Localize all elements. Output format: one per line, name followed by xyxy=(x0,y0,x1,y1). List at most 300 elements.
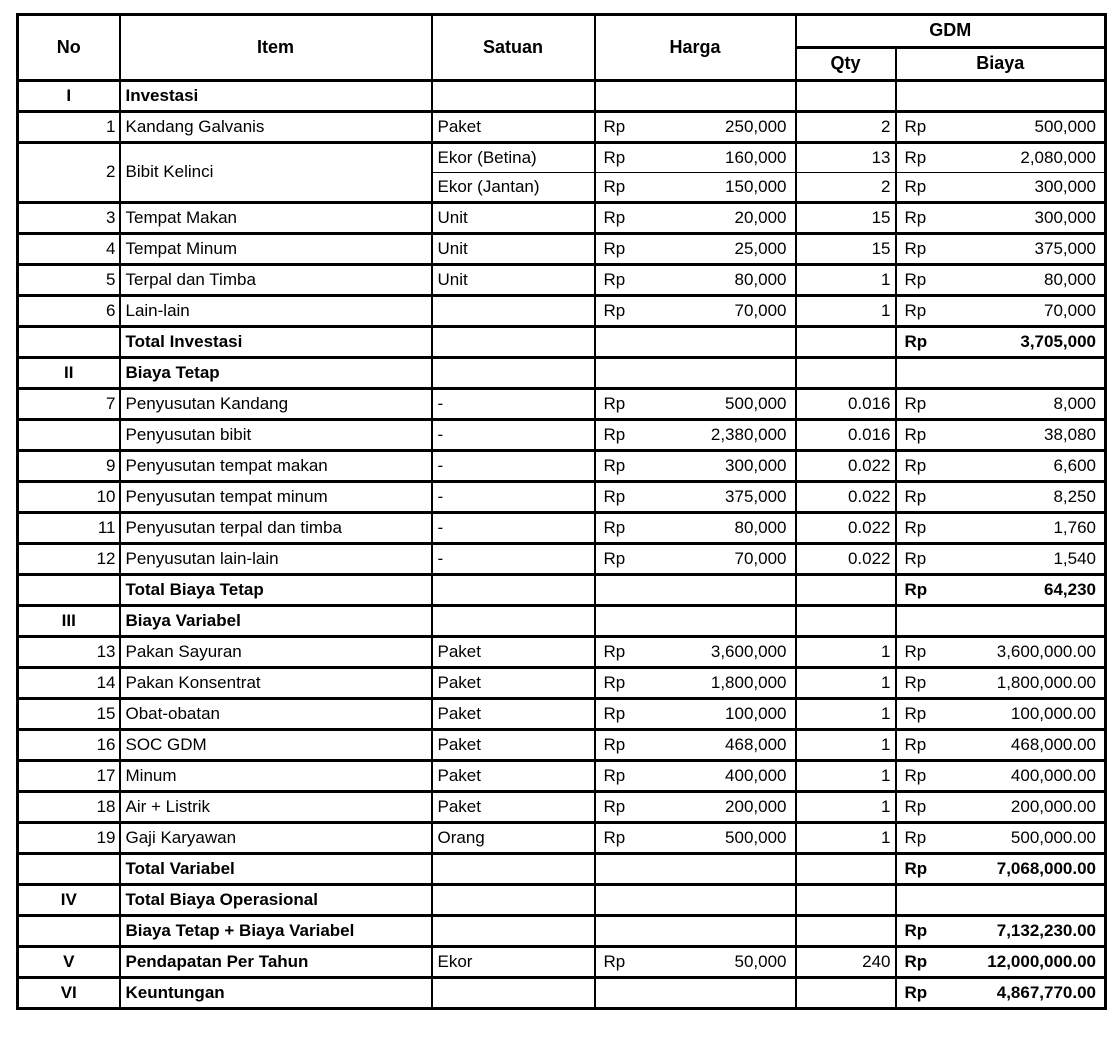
cell-biaya xyxy=(896,885,1106,916)
cell-harga xyxy=(595,792,796,823)
currency-label: Rp xyxy=(904,672,927,692)
cell-no: 5 xyxy=(18,265,120,296)
cell-satuan: - xyxy=(432,482,595,513)
cell-harga xyxy=(595,81,796,112)
cell-qty xyxy=(796,606,896,637)
table-row xyxy=(18,81,1106,112)
cell-item: Air + Listrik xyxy=(120,792,432,823)
cell-satuan xyxy=(432,854,595,885)
cell-biaya xyxy=(896,637,1106,668)
cell-harga xyxy=(595,606,796,637)
table-row xyxy=(18,885,1106,916)
cell-item: Obat-obatan xyxy=(120,699,432,730)
cell-qty: 1 xyxy=(796,823,896,854)
cell-item: SOC GDM xyxy=(120,730,432,761)
amount: 64,230 xyxy=(1044,579,1096,599)
table-body xyxy=(18,81,1106,1009)
cell-harga xyxy=(595,112,796,143)
cell-qty xyxy=(796,575,896,606)
cell-biaya xyxy=(896,420,1106,451)
cell-harga xyxy=(595,916,796,947)
amount: 150,000 xyxy=(725,176,787,196)
col-header-biaya: Biaya xyxy=(896,48,1106,81)
cell-no: 7 xyxy=(18,389,120,420)
currency-label: Rp xyxy=(904,734,927,754)
amount: 8,000 xyxy=(1053,393,1096,413)
currency-label: Rp xyxy=(904,951,928,971)
cell-harga xyxy=(595,947,796,978)
currency-label: Rp xyxy=(603,517,626,537)
cell-biaya xyxy=(896,327,1106,358)
cell-no: III xyxy=(18,606,120,637)
cell-biaya xyxy=(896,916,1106,947)
table-row xyxy=(18,451,1106,482)
currency-label: Rp xyxy=(904,176,927,196)
table-row xyxy=(18,327,1106,358)
amount: 3,600,000 xyxy=(710,641,787,661)
amount: 375,000 xyxy=(725,486,787,506)
cell-item: Total Biaya Tetap xyxy=(120,575,432,606)
cell-qty: 1 xyxy=(796,637,896,668)
table-row xyxy=(18,978,1106,1009)
cell-qty xyxy=(796,358,896,389)
currency-label: Rp xyxy=(603,796,626,816)
amount: 50,000 xyxy=(734,951,787,971)
cell-biaya xyxy=(896,203,1106,234)
cell-no: 12 xyxy=(18,544,120,575)
currency-label: Rp xyxy=(603,486,626,506)
cell-no xyxy=(18,420,120,451)
cell-satuan xyxy=(432,885,595,916)
cell-satuan: - xyxy=(432,389,595,420)
cell-biaya xyxy=(896,81,1106,112)
currency-label: Rp xyxy=(603,548,626,568)
table-row xyxy=(18,668,1106,699)
cell-biaya xyxy=(896,544,1106,575)
currency-label: Rp xyxy=(603,765,626,785)
amount: 400,000.00 xyxy=(1010,765,1096,785)
cell-item: Tempat Makan xyxy=(120,203,432,234)
cell-qty: 0.022 xyxy=(796,482,896,513)
cell-satuan: Paket xyxy=(432,730,595,761)
cell-biaya xyxy=(896,823,1106,854)
cell-qty: 1 xyxy=(796,668,896,699)
cell-no: 14 xyxy=(18,668,120,699)
cell-biaya xyxy=(896,947,1106,978)
cell-no: V xyxy=(18,947,120,978)
cell-satuan: Paket xyxy=(432,637,595,668)
cell-satuan: - xyxy=(432,451,595,482)
cell-satuan: Unit xyxy=(432,234,595,265)
table-row xyxy=(18,513,1106,544)
cell-qty: 2 xyxy=(796,112,896,143)
cell-satuan: - xyxy=(432,513,595,544)
table-row xyxy=(18,730,1106,761)
amount: 2,080,000 xyxy=(1020,147,1096,167)
table-row xyxy=(18,203,1106,234)
cell-item: Penyusutan Kandang xyxy=(120,389,432,420)
currency-label: Rp xyxy=(904,269,927,289)
currency-label: Rp xyxy=(603,734,626,754)
currency-label: Rp xyxy=(603,207,626,227)
cell-satuan: Paket xyxy=(432,792,595,823)
cell-qty: 1 xyxy=(796,730,896,761)
cell-no: II xyxy=(18,358,120,389)
cell-qty: 15 xyxy=(796,203,896,234)
amount: 70,000 xyxy=(1044,300,1096,320)
cell-biaya xyxy=(896,265,1106,296)
cell-satuan: Paket xyxy=(432,668,595,699)
cell-item: Pakan Konsentrat xyxy=(120,668,432,699)
cell-biaya xyxy=(896,761,1106,792)
amount: 468,000.00 xyxy=(1010,734,1096,754)
cell-harga xyxy=(595,575,796,606)
cell-item: Tempat Minum xyxy=(120,234,432,265)
cell-harga xyxy=(595,699,796,730)
amount: 300,000 xyxy=(725,455,787,475)
currency-label: Rp xyxy=(904,765,927,785)
cell-satuan: Ekor (Betina) xyxy=(432,143,595,173)
cell-satuan: - xyxy=(432,420,595,451)
cell-no xyxy=(18,575,120,606)
col-header-item: Item xyxy=(120,15,432,81)
cell-biaya xyxy=(896,143,1106,173)
cell-biaya xyxy=(896,978,1106,1009)
amount: 468,000 xyxy=(725,734,787,754)
cell-harga xyxy=(595,885,796,916)
currency-label: Rp xyxy=(603,951,626,971)
col-header-satuan: Satuan xyxy=(432,15,595,81)
cell-qty: 0.016 xyxy=(796,420,896,451)
currency-label: Rp xyxy=(603,147,626,167)
amount: 100,000.00 xyxy=(1010,703,1096,723)
cell-no: 18 xyxy=(18,792,120,823)
table-row xyxy=(18,823,1106,854)
cell-item: Penyusutan lain-lain xyxy=(120,544,432,575)
cell-qty: 13 xyxy=(796,143,896,173)
cell-biaya xyxy=(896,575,1106,606)
cell-no: VI xyxy=(18,978,120,1009)
cell-qty: 2 xyxy=(796,173,896,203)
cell-biaya xyxy=(896,513,1106,544)
cell-item: Biaya Tetap + Biaya Variabel xyxy=(120,916,432,947)
amount: 7,132,230.00 xyxy=(996,920,1096,940)
currency-label: Rp xyxy=(603,238,626,258)
amount: 8,250 xyxy=(1053,486,1096,506)
cell-satuan xyxy=(432,81,595,112)
currency-label: Rp xyxy=(904,517,927,537)
table-row xyxy=(18,112,1106,143)
amount: 1,540 xyxy=(1053,548,1096,568)
cell-biaya xyxy=(896,296,1106,327)
currency-label: Rp xyxy=(904,331,928,351)
table-row xyxy=(18,544,1106,575)
table-row xyxy=(18,234,1106,265)
cell-biaya xyxy=(896,234,1106,265)
cell-item: Pendapatan Per Tahun xyxy=(120,947,432,978)
cell-qty: 1 xyxy=(796,699,896,730)
currency-label: Rp xyxy=(603,424,626,444)
cell-item: Penyusutan tempat makan xyxy=(120,451,432,482)
currency-label: Rp xyxy=(904,858,928,878)
cell-satuan xyxy=(432,916,595,947)
table-row xyxy=(18,637,1106,668)
cell-item: Terpal dan Timba xyxy=(120,265,432,296)
cell-satuan: Paket xyxy=(432,761,595,792)
amount: 300,000 xyxy=(1034,207,1096,227)
cell-biaya xyxy=(896,699,1106,730)
cell-item: Keuntungan xyxy=(120,978,432,1009)
cell-no: 4 xyxy=(18,234,120,265)
currency-label: Rp xyxy=(904,238,927,258)
amount: 4,867,770.00 xyxy=(996,982,1096,1002)
cell-biaya xyxy=(896,730,1106,761)
cell-harga xyxy=(595,173,796,203)
cell-harga xyxy=(595,730,796,761)
cell-qty: 0.022 xyxy=(796,544,896,575)
cell-satuan: - xyxy=(432,544,595,575)
table-header xyxy=(18,15,1106,81)
cell-harga xyxy=(595,389,796,420)
cell-harga xyxy=(595,327,796,358)
amount: 70,000 xyxy=(734,548,787,568)
cell-item: Penyusutan bibit xyxy=(120,420,432,451)
currency-label: Rp xyxy=(904,393,927,413)
currency-label: Rp xyxy=(904,703,927,723)
amount: 100,000 xyxy=(725,703,787,723)
currency-label: Rp xyxy=(603,641,626,661)
cell-biaya xyxy=(896,451,1106,482)
currency-label: Rp xyxy=(904,116,927,136)
cell-no: 16 xyxy=(18,730,120,761)
cell-item: Bibit Kelinci xyxy=(120,143,432,203)
cell-no: 19 xyxy=(18,823,120,854)
cell-no: 6 xyxy=(18,296,120,327)
cell-item: Penyusutan tempat minum xyxy=(120,482,432,513)
cell-harga xyxy=(595,296,796,327)
amount: 400,000 xyxy=(725,765,787,785)
table-row xyxy=(18,265,1106,296)
cell-no: 13 xyxy=(18,637,120,668)
cell-item: Total Investasi xyxy=(120,327,432,358)
cell-item: Kandang Galvanis xyxy=(120,112,432,143)
amount: 2,380,000 xyxy=(710,424,787,444)
cell-satuan: Unit xyxy=(432,265,595,296)
table-row xyxy=(18,575,1106,606)
cell-satuan: Unit xyxy=(432,203,595,234)
table-row xyxy=(18,143,1106,173)
cell-biaya xyxy=(896,668,1106,699)
currency-label: Rp xyxy=(904,207,927,227)
cell-harga xyxy=(595,420,796,451)
currency-label: Rp xyxy=(603,269,626,289)
currency-label: Rp xyxy=(904,548,927,568)
cell-item: Biaya Variabel xyxy=(120,606,432,637)
cell-qty: 1 xyxy=(796,265,896,296)
cell-harga xyxy=(595,234,796,265)
currency-label: Rp xyxy=(904,579,928,599)
cell-biaya xyxy=(896,854,1106,885)
table-row xyxy=(18,854,1106,885)
cell-qty: 0.022 xyxy=(796,451,896,482)
currency-label: Rp xyxy=(904,455,927,475)
amount: 300,000 xyxy=(1034,176,1096,196)
cell-harga xyxy=(595,854,796,885)
amount: 12,000,000.00 xyxy=(987,951,1096,971)
cell-qty: 15 xyxy=(796,234,896,265)
cell-harga xyxy=(595,358,796,389)
cell-harga xyxy=(595,513,796,544)
table-row xyxy=(18,947,1106,978)
cell-qty xyxy=(796,327,896,358)
cell-no: 10 xyxy=(18,482,120,513)
col-header-harga: Harga xyxy=(595,15,796,81)
table-row xyxy=(18,420,1106,451)
amount: 3,600,000.00 xyxy=(996,641,1096,661)
cell-satuan xyxy=(432,327,595,358)
cell-qty xyxy=(796,81,896,112)
cell-qty: 1 xyxy=(796,761,896,792)
cell-no xyxy=(18,854,120,885)
currency-label: Rp xyxy=(603,455,626,475)
cell-no: 11 xyxy=(18,513,120,544)
cell-qty: 1 xyxy=(796,792,896,823)
table-row xyxy=(18,482,1106,513)
amount: 1,800,000.00 xyxy=(996,672,1096,692)
currency-label: Rp xyxy=(603,672,626,692)
cell-qty: 1 xyxy=(796,296,896,327)
currency-label: Rp xyxy=(603,703,626,723)
cell-harga xyxy=(595,978,796,1009)
cell-item: Investasi xyxy=(120,81,432,112)
col-header-no: No xyxy=(18,15,120,81)
col-header-gdm: GDM xyxy=(796,15,1106,48)
cell-item: Lain-lain xyxy=(120,296,432,327)
cell-satuan xyxy=(432,978,595,1009)
amount: 6,600 xyxy=(1053,455,1096,475)
cell-qty xyxy=(796,916,896,947)
cell-item: Biaya Tetap xyxy=(120,358,432,389)
cell-biaya xyxy=(896,389,1106,420)
cell-harga xyxy=(595,265,796,296)
header-row-1 xyxy=(18,15,1106,48)
cell-qty xyxy=(796,978,896,1009)
cell-harga xyxy=(595,482,796,513)
table-row xyxy=(18,699,1106,730)
col-header-qty: Qty xyxy=(796,48,896,81)
cell-harga xyxy=(595,544,796,575)
amount: 500,000.00 xyxy=(1010,827,1096,847)
cell-item: Pakan Sayuran xyxy=(120,637,432,668)
cell-satuan xyxy=(432,606,595,637)
cell-item: Total Variabel xyxy=(120,854,432,885)
amount: 500,000 xyxy=(725,393,787,413)
cell-satuan: Ekor xyxy=(432,947,595,978)
cell-no: 15 xyxy=(18,699,120,730)
cell-qty: 0.022 xyxy=(796,513,896,544)
cell-item: Total Biaya Operasional xyxy=(120,885,432,916)
table-row xyxy=(18,296,1106,327)
amount: 38,080 xyxy=(1044,424,1096,444)
amount: 7,068,000.00 xyxy=(996,858,1096,878)
cell-satuan: Orang xyxy=(432,823,595,854)
cost-table xyxy=(16,13,1107,1010)
cell-satuan xyxy=(432,575,595,606)
cell-satuan: Ekor (Jantan) xyxy=(432,173,595,203)
currency-label: Rp xyxy=(603,116,626,136)
cell-no: 17 xyxy=(18,761,120,792)
cell-no: 1 xyxy=(18,112,120,143)
currency-label: Rp xyxy=(904,920,928,940)
cell-no xyxy=(18,916,120,947)
cell-item: Minum xyxy=(120,761,432,792)
currency-label: Rp xyxy=(904,486,927,506)
amount: 500,000 xyxy=(725,827,787,847)
currency-label: Rp xyxy=(603,300,626,320)
cell-satuan xyxy=(432,358,595,389)
amount: 70,000 xyxy=(734,300,787,320)
currency-label: Rp xyxy=(904,982,928,1002)
cell-satuan xyxy=(432,296,595,327)
amount: 1,760 xyxy=(1053,517,1096,537)
table-row xyxy=(18,358,1106,389)
cell-harga xyxy=(595,203,796,234)
amount: 80,000 xyxy=(734,517,787,537)
cell-biaya xyxy=(896,173,1106,203)
cell-no xyxy=(18,327,120,358)
cell-qty xyxy=(796,854,896,885)
currency-label: Rp xyxy=(904,796,927,816)
cell-qty xyxy=(796,885,896,916)
cell-no: I xyxy=(18,81,120,112)
cell-harga xyxy=(595,761,796,792)
amount: 200,000 xyxy=(725,796,787,816)
cell-biaya xyxy=(896,112,1106,143)
cell-item: Gaji Karyawan xyxy=(120,823,432,854)
cell-harga xyxy=(595,451,796,482)
currency-label: Rp xyxy=(603,176,626,196)
cell-biaya xyxy=(896,482,1106,513)
cell-biaya xyxy=(896,606,1106,637)
cell-qty: 0.016 xyxy=(796,389,896,420)
amount: 25,000 xyxy=(734,238,787,258)
table-row xyxy=(18,606,1106,637)
cell-no: IV xyxy=(18,885,120,916)
cell-qty: 240 xyxy=(796,947,896,978)
amount: 80,000 xyxy=(1044,269,1096,289)
currency-label: Rp xyxy=(904,827,927,847)
table-row xyxy=(18,792,1106,823)
amount: 3,705,000 xyxy=(1020,331,1096,351)
table-row xyxy=(18,389,1106,420)
cell-no: 2 xyxy=(18,143,120,203)
cell-biaya xyxy=(896,792,1106,823)
cell-harga xyxy=(595,637,796,668)
cell-biaya xyxy=(896,358,1106,389)
currency-label: Rp xyxy=(904,147,927,167)
currency-label: Rp xyxy=(904,300,927,320)
cell-no: 3 xyxy=(18,203,120,234)
amount: 500,000 xyxy=(1034,116,1096,136)
table-row xyxy=(18,916,1106,947)
currency-label: Rp xyxy=(603,827,626,847)
cell-no: 9 xyxy=(18,451,120,482)
currency-label: Rp xyxy=(904,424,927,444)
cell-harga xyxy=(595,668,796,699)
cell-harga xyxy=(595,143,796,173)
amount: 200,000.00 xyxy=(1010,796,1096,816)
cell-satuan: Paket xyxy=(432,699,595,730)
